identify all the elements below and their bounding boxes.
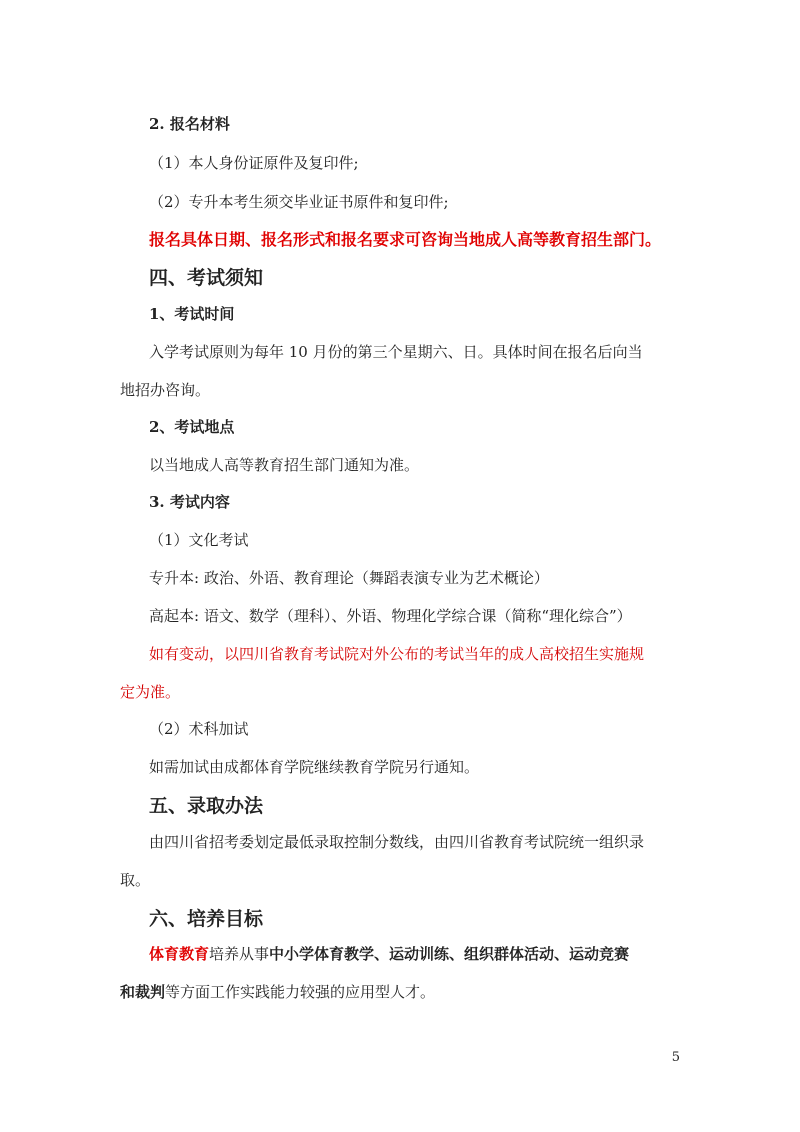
gqb-label: 高起本: <box>149 607 200 625</box>
goal-major: 体育教育 <box>149 945 210 963</box>
page-number: 5 <box>671 1050 680 1065</box>
materials-item-2: （2）专升本考生须交毕业证书原件和复印件; <box>149 193 449 211</box>
materials-item-1: （1）本人身份证原件及复印件; <box>149 154 359 172</box>
goal-bold-1: 中小学体育教学、运动训练、组织群体活动、运动竞赛 <box>269 945 630 963</box>
exam-place-text: 以当地成人高等教育招生部门通知为准。 <box>149 456 420 474</box>
goal-bold-2: 和裁判 <box>120 983 166 1001</box>
exam-time-heading: 1、考试时间 <box>149 305 235 323</box>
change-notice-line-1: 如有变动，以四川省教育考试院对外公布的考试当年的成人高校招生实施规 <box>149 645 645 663</box>
goal-line-2 <box>120 981 435 1002</box>
gqb-subjects: 语文、数学（理科）、外语、物理化学综合课（简称“理化综合”） <box>203 607 632 625</box>
goal-text-2: 等方面工作实践能力较强的应用型人才。 <box>165 983 436 1001</box>
zsb-subjects: 政治、外语、教育理论（舞蹈表演专业为艺术概论） <box>203 569 549 587</box>
admission-line-2: 取。 <box>120 871 151 889</box>
zsb-line <box>149 567 549 588</box>
section-5-title: 五、录取办法 <box>149 795 264 817</box>
exam-time-line-2: 地招办咨询。 <box>120 381 211 399</box>
gqb-line <box>149 605 632 626</box>
zsb-label: 专升本: <box>149 569 200 587</box>
section-2-heading: 2. 报名材料 <box>149 115 230 133</box>
goal-text-1: 培养从事 <box>209 945 270 963</box>
section-6-title: 六、培养目标 <box>149 908 264 930</box>
culture-exam-label: （1）文化考试 <box>149 531 249 549</box>
admission-line-1: 由四川省招考委划定最低录取控制分数线，由四川省教育考试院统一组织录 <box>149 833 645 851</box>
exam-content-heading: 3. 考试内容 <box>149 493 230 511</box>
exam-time-line-1: 入学考试原则为每年 10 月份的第三个星期六、日。具体时间在报名后向当 <box>149 343 643 361</box>
change-notice-line-2: 定为准。 <box>120 683 181 701</box>
goal-line-1 <box>149 943 629 964</box>
extra-exam-label: （2）术科加试 <box>149 720 249 738</box>
section-4-title: 四、考试须知 <box>149 267 264 289</box>
registration-note: 报名具体日期、报名形式和报名要求可咨询当地成人高等教育招生部门。 <box>149 230 662 249</box>
extra-exam-text: 如需加试由成都体育学院继续教育学院另行通知。 <box>149 758 480 776</box>
exam-place-heading: 2、考试地点 <box>149 418 235 436</box>
